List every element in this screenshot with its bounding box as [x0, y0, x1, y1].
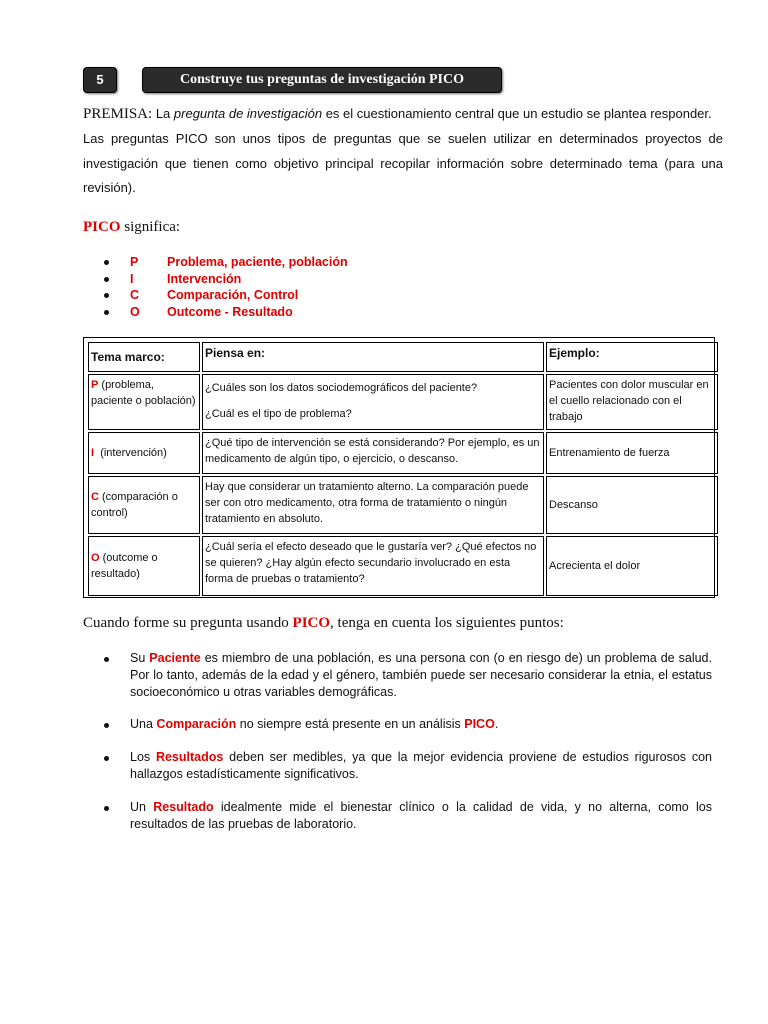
- bullet-icon: [104, 260, 109, 265]
- premise-paragraph: [83, 103, 723, 125]
- frame-cell: [88, 374, 200, 430]
- section-number-badge: 5: [83, 67, 117, 93]
- pico-letter: O: [130, 304, 140, 319]
- pico-heading-keyword: PICO: [83, 219, 121, 235]
- section-header: [83, 67, 503, 93]
- bullet-icon: [104, 723, 109, 728]
- point-text: idealmente mide el bienestar clínico o la calidad de vida, y no alterna, como los resultados de las pruebas de laboratorio.: [130, 799, 712, 831]
- point-keyword: Resultados: [155, 750, 224, 765]
- point-text: deben ser medibles, ya que la mejor evidencia proviene de estudios rigurosos con hallazgos estadísticamente significativos.: [130, 750, 712, 781]
- pico-heading: [83, 219, 180, 236]
- table-header-row: [88, 342, 718, 372]
- premise-term: pregunta de investigación: [173, 106, 323, 121]
- point-text: no siempre está presente en un análisis: [239, 717, 461, 732]
- example-cell: Descanso: [546, 476, 718, 534]
- list-item: [104, 716, 712, 733]
- example-cell: Acrecienta el dolor: [546, 536, 718, 596]
- premise-label: PREMISA:: [83, 106, 153, 122]
- think-cell: Hay que considerar un tratamiento alterno. La comparación puede ser con otro medicamento, otra forma de tratamiento o ningún tratamiento en absoluto.: [202, 476, 544, 534]
- points-heading: [83, 615, 564, 632]
- premise-post: es el cuestionamiento central que un estudio se plantea responder.: [325, 106, 712, 121]
- section-title: Construye tus preguntas de investigación PICO: [142, 67, 502, 93]
- bullet-icon: [104, 756, 109, 761]
- list-item: [104, 304, 348, 321]
- point-text: es miembro de una población, es una persona con (o en riesgo de) un problema de salud. Por lo tanto, además de la edad y el género, también puede ser necesario considerar la etnia, el estatus socioeconómico u otras variables demográficas.: [130, 651, 712, 699]
- pico-table: [86, 340, 720, 598]
- point-text: Una: [130, 717, 153, 732]
- frame-letter: P: [91, 379, 99, 391]
- table-row: [88, 476, 718, 534]
- think-cell: ¿Qué tipo de intervención se está considerando? Por ejemplo, es un medicamento de algún tipo, o ejercicio, o descanso.: [202, 432, 544, 474]
- frame-cell: [88, 432, 200, 474]
- example-cell: Entrenamiento de fuerza: [546, 432, 718, 474]
- pico-meaning: Comparación, Control: [167, 288, 299, 302]
- example-cell: Pacientes con dolor muscular en el cuello relacionado con el trabajo: [546, 374, 718, 430]
- think-text: ¿Cuáles son los datos sociodemográficos del paciente?: [205, 382, 478, 394]
- list-item: [104, 287, 348, 304]
- pico-meaning: Outcome - Resultado: [167, 304, 293, 319]
- think-text-2: ¿Cuál es el tipo de problema?: [205, 408, 352, 420]
- point-text: Un: [130, 799, 146, 814]
- intro-paragraph: Las preguntas PICO son unos tipos de preguntas que se suelen utilizar en determinados proyectos de investigación que tienen como objetivo principal recopilar información sobre determinado tema (para una revisión).: [83, 131, 723, 195]
- bullet-icon: [104, 657, 109, 662]
- pico-list: [104, 254, 348, 320]
- frame-text: (intervención): [100, 447, 167, 459]
- premise-pre: La: [155, 106, 171, 121]
- frame-text: (outcome o resultado): [91, 552, 158, 580]
- points-heading-post: , tenga en cuenta los siguientes puntos:: [330, 615, 564, 631]
- frame-letter: C: [91, 491, 99, 503]
- points-list: [104, 650, 712, 832]
- point-text: Su: [130, 651, 146, 665]
- think-cell: [202, 374, 544, 430]
- bullet-icon: [104, 806, 109, 811]
- table-row: [88, 432, 718, 474]
- list-item: [104, 749, 712, 783]
- pico-meaning: Problema, paciente, población: [167, 255, 348, 269]
- frame-cell: [88, 476, 200, 534]
- header-cell-example: Ejemplo:: [546, 342, 718, 372]
- point-keyword: Resultado: [153, 799, 214, 814]
- point-keyword: Paciente: [149, 651, 201, 665]
- pico-table-frame: [83, 337, 715, 598]
- point-text: Los: [130, 750, 151, 765]
- point-keyword: PICO: [464, 717, 495, 732]
- frame-letter: O: [91, 552, 100, 564]
- pico-letter: P: [130, 255, 139, 269]
- header-cell-think: Piensa en:: [202, 342, 544, 372]
- points-heading-keyword: PICO: [292, 615, 331, 631]
- list-item: [104, 254, 348, 271]
- list-item: [104, 271, 348, 288]
- think-cell: ¿Cuál sería el efecto deseado que le gustaría ver? ¿Qué efectos no se quieren? ¿Hay algún efecto secundario involucrado en esta forma de pruebas o tratamiento?: [202, 536, 544, 596]
- header-cell-frame: Tema marco:: [88, 342, 200, 372]
- frame-letter: I: [91, 447, 95, 459]
- frame-text: (comparación o control): [91, 491, 178, 519]
- pico-heading-rest: significa:: [124, 219, 181, 235]
- bullet-icon: [104, 277, 109, 282]
- list-item: [104, 799, 712, 833]
- frame-text: (problema, paciente o población): [91, 379, 196, 407]
- pico-letter: I: [130, 271, 134, 286]
- frame-cell: [88, 536, 200, 596]
- bullet-icon: [104, 293, 109, 298]
- point-text: .: [494, 717, 499, 732]
- bullet-icon: [104, 310, 109, 315]
- table-row: [88, 536, 718, 596]
- list-item: [104, 650, 712, 700]
- pico-letter: C: [130, 288, 140, 302]
- points-heading-pre: Cuando forme su pregunta usando: [83, 615, 289, 631]
- pico-meaning: Intervención: [167, 271, 242, 286]
- point-keyword: Comparación: [156, 717, 237, 732]
- table-row: [88, 374, 718, 430]
